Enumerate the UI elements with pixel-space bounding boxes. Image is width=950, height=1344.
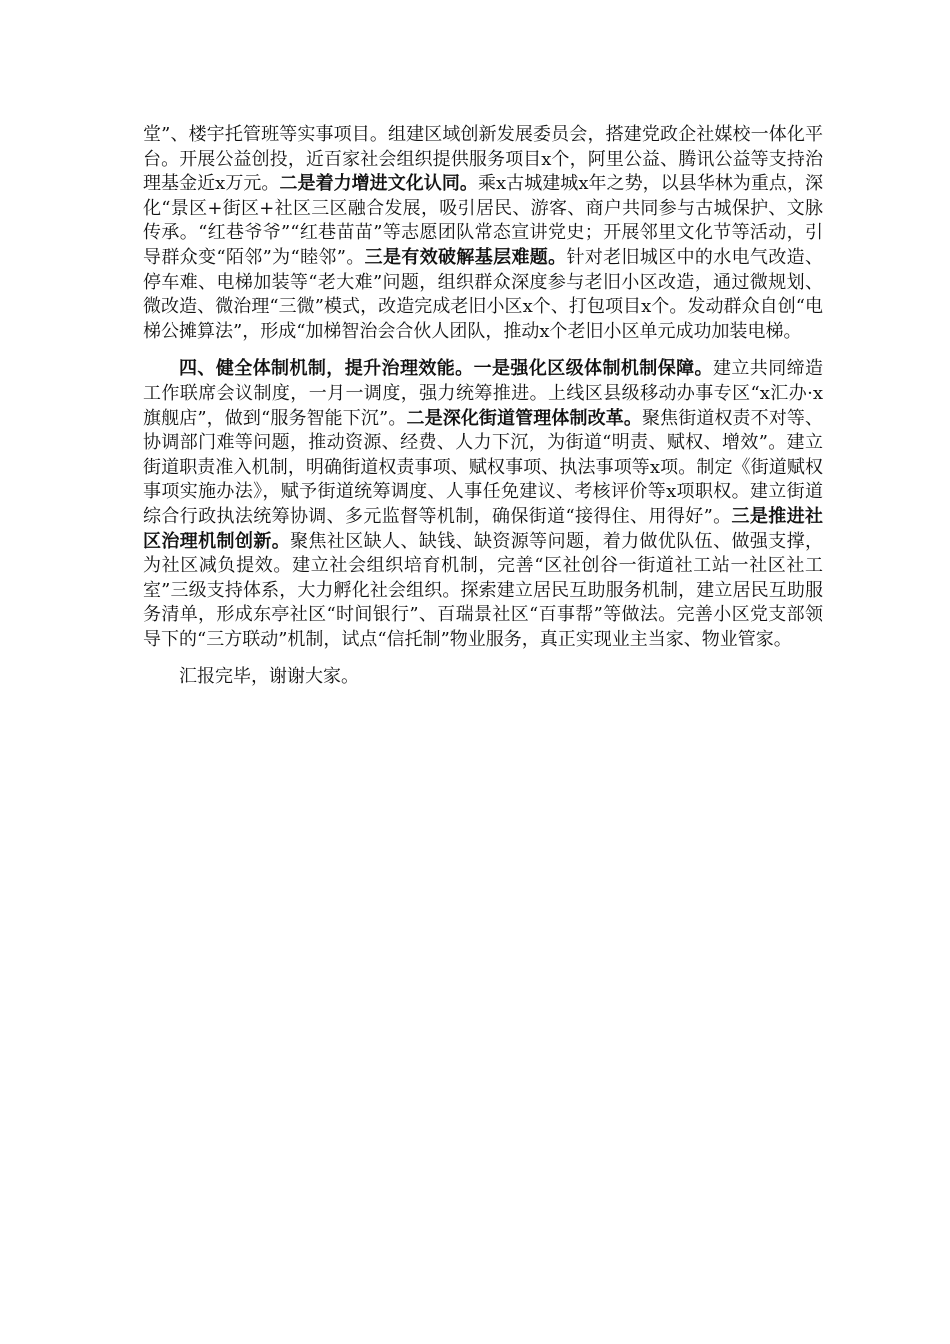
body-text: 乘x古城建城x年之势，以县华林为重点，深化“景区+街区+社区三区融合发展，吸引居民、游客、商户共同参与古城保护、文脉传承。“红巷爷爷”“红巷苗苗”等志愿团队常态宣讲党史；开展邻里文化节等活动，引导群众变“陌邻”为“睦邻”。 (143, 173, 824, 268)
body-text: 聚焦社区缺人、缺钱、缺资源等问题，着力做优队伍、做强支撑，为社区减负提效。建立社会组织培育机制，完善“区社创谷一街道社工站一社区社工室”三级支持体系，大力孵化社会组织。探索建立居民互助服务机制，建立居民互助服务清单，形成东亭社区“时间银行”、百瑞景社区“百事帮”等做法。完善小区党支部领导下的“三方联动”机制，试点“信托制”物业服务，真正实现业主当家、物业管家。 (143, 530, 824, 650)
closing-text: 汇报完毕，谢谢大家。 (179, 666, 359, 688)
bold-heading: 二是着力增进文化认同。 (279, 173, 478, 195)
body-text: 聚焦街道权责不对等、协调部门难等问题，推动资源、经费、人力下沉，为街道“明责、赋权、增效”。建立街道职责准入机制，明确街道权责事项、赋权事项、执法事项等x项。制定《街道赋权事项实施办法》，赋予街道统筹调度、人事任免建议、考核评价等x项职权。建立街道综合行政执法统筹协调、多元监督等机制，确保街道“接得住、用得好”。 (143, 407, 824, 527)
paragraph-closing (143, 665, 823, 690)
bold-heading: 三是有效破解基层难题。 (364, 246, 567, 268)
body-text: 建立共同缔造工作联席会议制度，一月一调度，强力统筹推进。上线区县级移动办事专区“x汇办·x旗舰店”，做到“服务智能下沉”。 (143, 358, 824, 429)
paragraph-section-four (143, 357, 823, 652)
bold-heading: 三是推进社区治理机制创新。 (143, 505, 824, 552)
body-text: 针对老旧城区中的水电气改造、停车难、电梯加装等“老大难”问题，组织群众深度参与老旧小区改造，通过微规划、微改造、微治理“三微”模式，改造完成老旧小区x个、打包项目x个。发动群众自创“电梯公摊算法”，形成“加梯智治会合伙人团队，推动x个老旧小区单元成功加装电梯。 (143, 246, 824, 342)
bold-heading: 二是深化街道管理体制改革。 (406, 407, 642, 429)
section-heading: 四、健全体制机制，提升治理效能。一是强化区级体制机制保障。 (179, 358, 713, 380)
paragraph-continuation (143, 123, 823, 344)
body-text: 堂”、楼宇托管班等实事项目。组建区域创新发展委员会，搭建党政企社媒校一体化平台。开展公益创投，近百家社会组织提供服务项目x个，阿里公益、腾讯公益等支持治理基金近x万元。 (143, 124, 823, 195)
document-page (143, 123, 823, 690)
